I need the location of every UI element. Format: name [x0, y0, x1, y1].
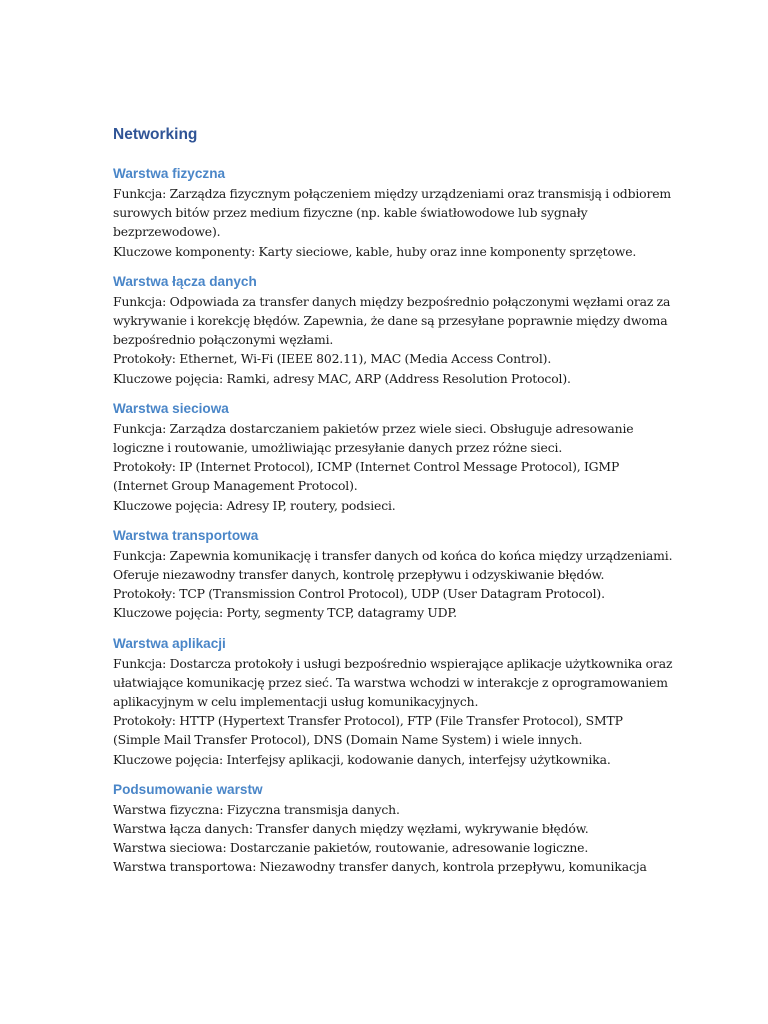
section-heading: Warstwa sieciowa: [113, 400, 229, 416]
section-physical-layer: [113, 164, 673, 261]
summary-line: Warstwa transportowa: Niezawodny transfer danych, kontrola przepływu, komunikacja: [113, 859, 647, 875]
function-paragraph: Funkcja: Zarządza fizycznym połączeniem między urządzeniami oraz transmisją i odbiorem surowych bitów przez medium fizyczne (np. kable światłowodowe lub sygnały bezprzewodowe).: [113, 186, 672, 240]
section-heading: Warstwa aplikacji: [113, 635, 226, 651]
function-paragraph: Funkcja: Dostarcza protokoły i usługi bezpośrednio wspierające aplikacje użytkownika oraz ułatwiające komunikację przez sieć. Ta warstwa wchodzi w interakcje z oprogramowaniem aplikacyjnym w celu implementacji usług komunikacyjnych.: [113, 655, 673, 710]
section-heading: Warstwa łącza danych: [113, 273, 257, 289]
section-heading: Warstwa transportowa: [113, 527, 259, 543]
concepts-paragraph: Kluczowe pojęcia: Porty, segmenty TCP, datagramy UDP.: [113, 605, 457, 621]
summary-line: Warstwa sieciowa: Dostarczanie pakietów, routowanie, adresowanie logiczne.: [113, 840, 589, 856]
section-layers-summary: [113, 780, 673, 877]
document-page: [113, 122, 673, 888]
concepts-paragraph: Kluczowe pojęcia: Adresy IP, routery, podsieci.: [113, 497, 396, 513]
concepts-paragraph: Kluczowe pojęcia: Ramki, adresy MAC, ARP (Address Resolution Protocol).: [113, 370, 571, 386]
protocols-paragraph: Protokoły: HTTP (Hypertext Transfer Protocol), FTP (File Transfer Protocol), SMTP (Simple Mail Transfer Protocol), DNS (Domain Name System) i wiele innych.: [113, 713, 623, 748]
components-paragraph: Kluczowe komponenty: Karty sieciowe, kable, huby oraz inne komponenty sprzętowe.: [113, 243, 637, 259]
section-heading: Podsumowanie warstw: [113, 781, 263, 797]
concepts-paragraph: Kluczowe pojęcia: Interfejsy aplikacji, kodowanie danych, interfejsy użytkownika.: [113, 751, 611, 767]
section-data-link-layer: [113, 272, 673, 388]
document-title: Networking: [113, 126, 198, 143]
protocols-paragraph: Protokoły: TCP (Transmission Control Protocol), UDP (User Datagram Protocol).: [113, 586, 605, 602]
section-network-layer: [113, 399, 673, 515]
section-transport-layer: [113, 526, 673, 623]
section-heading: Warstwa fizyczna: [113, 166, 226, 181]
section-application-layer: [113, 634, 673, 769]
function-paragraph: Funkcja: Zapewnia komunikację i transfer danych od końca do końca między urządzeniami. Oferuje niezawodny transfer danych, kontrolę przepływu i odzyskiwanie błędów.: [113, 547, 673, 583]
summary-line: Warstwa łącza danych: Transfer danych między węzłami, wykrywanie błędów.: [113, 821, 589, 837]
protocols-paragraph: Protokoły: Ethernet, Wi-Fi (IEEE 802.11), MAC (Media Access Control).: [113, 351, 552, 367]
function-paragraph: Funkcja: Zarządza dostarczaniem pakietów przez wiele sieci. Obsługuje adresowanie logiczne i routowanie, umożliwiając przesyłanie danych przez różne sieci.: [113, 420, 634, 456]
function-paragraph: Funkcja: Odpowiada za transfer danych między bezpośrednio połączonymi węzłami oraz za wykrywanie i korekcję błędów. Zapewnia, że dane są przesyłane poprawnie między dwoma bezpośrednio połączonymi węzłami.: [113, 293, 671, 348]
protocols-paragraph: Protokoły: IP (Internet Protocol), ICMP (Internet Control Message Protocol), IGMP (Internet Group Management Protocol).: [113, 459, 620, 494]
summary-line: Warstwa fizyczna: Fizyczna transmisja danych.: [113, 801, 400, 817]
